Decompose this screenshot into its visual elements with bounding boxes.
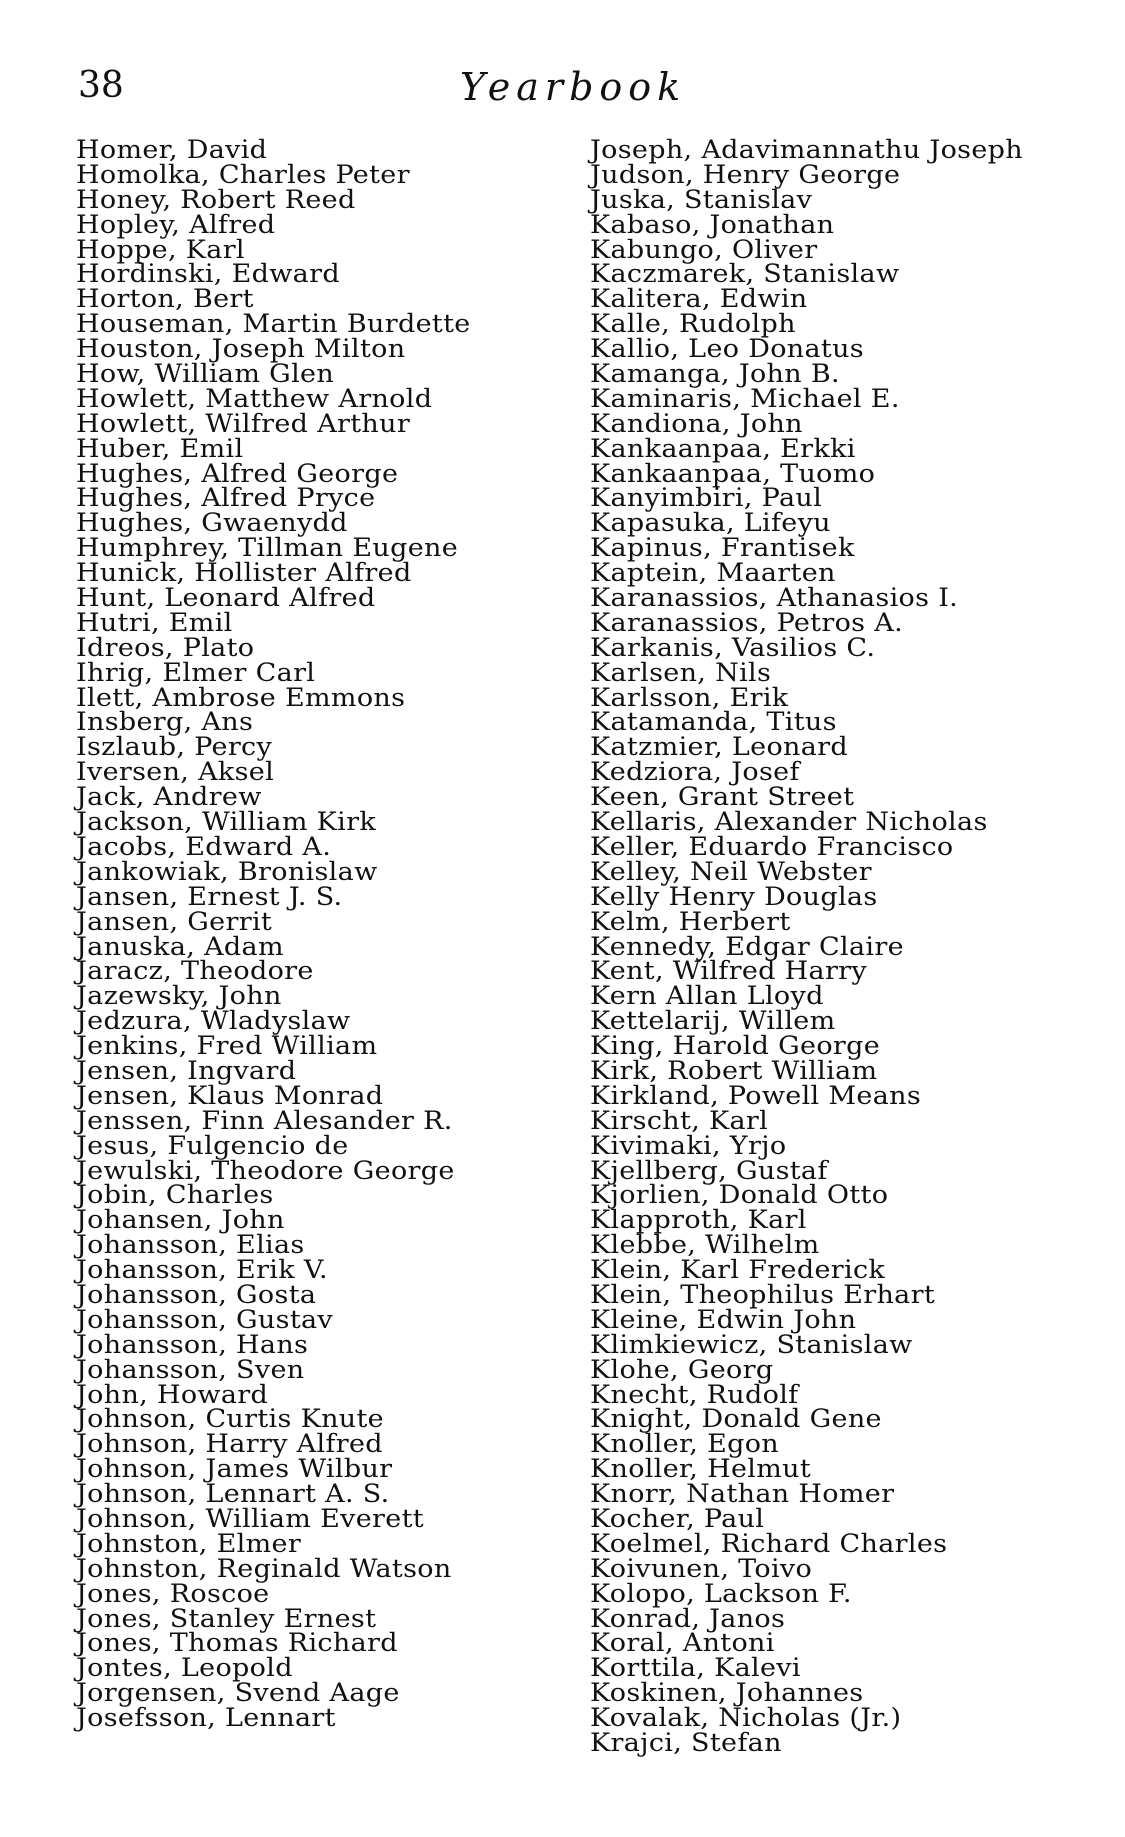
name-entry: Klein, Karl Frederick [590,1255,886,1285]
name-entry: Kalitera, Edwin [590,284,808,314]
name-entry: Kirscht, Karl [590,1105,769,1135]
name-entry: Hutri, Emil [76,607,233,637]
name-entry: Kivimaki, Yrjo [590,1130,787,1160]
name-entry: Koskinen, Johannes [590,1678,864,1708]
name-entry: Kabungo, Oliver [590,234,818,264]
name-entry: Jankowiak, Bronislaw [76,856,378,886]
name-entry: Hoppe, Karl [76,234,245,264]
name-entry: Homer, David [76,135,268,164]
name-entry: Jackson, William Kirk [76,807,377,837]
name-entry: Hughes, Alfred Pryce [76,483,376,513]
name-entry: Hopley, Alfred [76,209,276,239]
name-entry: Johansson, Gustav [76,1304,334,1334]
name-entry: Knight, Donald Gene [590,1404,882,1434]
name-entry: Kelley, Neil Webster [590,856,872,886]
name-entry: Jensen, Klaus Monrad [76,1080,384,1110]
name-entry: Jack, Andrew [76,782,262,812]
page-number: 38 [78,65,124,106]
name-entry: Hunick, Hollister Alfred [76,558,412,588]
name-entry: Johnston, Reginald Watson [76,1553,452,1583]
name-entry: Kalle, Rudolph [590,309,796,339]
name-entry: Kelm, Herbert [590,906,791,936]
name-entry: Kedziora, Josef [590,757,800,787]
name-entry: Klein, Theophilus Erhart [590,1279,936,1309]
name-entry: Kellaris, Alexander Nicholas [590,807,988,837]
name-entry: Jedzura, Wladyslaw [76,1006,351,1036]
name-entry: Kaminaris, Michael E. [590,383,900,413]
name-entry: Kapasuka, Lifeyu [590,508,831,538]
name-entry: Juska, Stanislav [590,184,813,214]
name-entry: Keen, Grant Street [590,782,855,812]
name-entry: Katzmier, Leonard [590,732,849,762]
name-entry: Johnson, James Wilbur [76,1454,393,1484]
name-entry: Korttila, Kalevi [590,1653,801,1683]
name-entry: Kleine, Edwin John [590,1304,857,1334]
name-entry: Homolka, Charles Peter [76,159,410,189]
name-entry: Kaptein, Maarten [590,558,836,588]
name-entry: Karanassios, Petros A. [590,607,903,637]
name-entry: Klimkiewicz, Stanislaw [590,1329,913,1359]
name-entry: Hughes, Gwaenydd [76,508,348,538]
name-entry: Jones, Stanley Ernest [76,1603,377,1633]
name-entry: Hunt, Leonard Alfred [76,583,376,613]
name-entry: Knoller, Egon [590,1429,780,1459]
name-entry: Iversen, Aksel [76,757,275,787]
name-entry: How, William Glen [76,359,335,389]
page-title: Yearbook [460,65,687,109]
name-entry: King, Harold George [590,1031,881,1061]
name-entry: Kirk, Robert William [590,1055,878,1085]
name-entry: Jorgensen, Svend Aage [76,1678,400,1708]
name-entry: Konrad, Janos [590,1603,786,1633]
name-entry: Katamanda, Titus [590,707,837,737]
name-entry: Jacobs, Edward A. [76,831,332,861]
name-entry: Jontes, Leopold [76,1653,293,1683]
name-entry: Joseph, Adavimannathu Joseph [590,135,1023,164]
name-entry: Johnston, Elmer [76,1528,302,1558]
name-entry: Josefsson, Lennart [76,1703,336,1733]
name-entry: Kern Allan Lloyd [590,981,824,1011]
name-entry: Jazewsky, John [76,981,282,1011]
name-entry: Jansen, Gerrit [76,906,273,936]
name-entry: Judson, Henry George [590,159,901,189]
name-entry: Kovalak, Nicholas (Jr.) [590,1703,902,1733]
left-name-column [76,135,526,1733]
name-entry: Idreos, Plato [76,632,255,662]
name-entry: Kaczmarek, Stanislaw [590,259,900,289]
name-entry: Humphrey, Tillman Eugene [76,533,459,563]
name-entry: Johansson, Gosta [76,1279,317,1309]
name-entry: Knecht, Rudolf [590,1379,799,1409]
name-entry: Karlsen, Nils [590,657,772,687]
name-entry: Ilett, Ambrose Emmons [76,682,406,712]
name-entry: Knoller, Helmut [590,1454,812,1484]
name-entry: Karanassios, Athanasios I. [590,583,959,613]
name-entry: Karkanis, Vasilios C. [590,632,876,662]
name-entry: Kennedy, Edgar Claire [590,931,904,961]
name-entry: Kapinus, Frantisek [590,533,855,563]
name-entry: Kandiona, John [590,408,803,438]
name-entry: Kjellberg, Gustaf [590,1155,828,1185]
name-entry: Koelmel, Richard Charles [590,1528,948,1558]
name-entry: Johansen, John [76,1205,285,1235]
name-entry: Kettelarij, Willem [590,1006,836,1036]
name-entry: Karlsson, Erik [590,682,789,712]
name-entry: Jansen, Ernest J. S. [76,881,343,911]
name-entry: Krajci, Stefan [590,1728,782,1757]
name-entry: Johnson, Lennart A. S. [76,1479,390,1509]
name-entry: Johnson, Curtis Knute [76,1404,384,1434]
name-entry: Johansson, Hans [76,1329,309,1359]
name-entry: Kirkland, Powell Means [590,1080,922,1110]
name-entry: Horton, Bert [76,284,254,314]
name-entry: Johnson, Harry Alfred [76,1429,383,1459]
name-entry: Jensen, Ingvard [76,1055,297,1085]
name-entry: John, Howard [76,1379,269,1409]
name-entry: Kabaso, Jonathan [590,209,835,239]
name-entry: Kocher, Paul [590,1503,765,1533]
name-entry: Howlett, Wilfred Arthur [76,408,411,438]
name-entry: Johansson, Sven [76,1354,305,1384]
name-entry: Jesus, Fulgencio de [76,1130,349,1160]
name-entry: Keller, Eduardo Francisco [590,831,954,861]
name-entry: Insberg, Ans [76,707,254,737]
name-entry: Januska, Adam [76,931,284,961]
name-entry: Hughes, Alfred George [76,458,399,488]
name-entry: Kjorlien, Donald Otto [590,1180,889,1210]
name-entry: Koral, Antoni [590,1628,775,1658]
name-entry: Kelly Henry Douglas [590,881,878,911]
name-entry: Jewulski, Theodore George [76,1155,455,1185]
name-entry: Johansson, Erik V. [76,1255,328,1285]
name-entry: Johnson, William Everett [76,1503,424,1533]
name-entry: Kamanga, John B. [590,359,840,389]
name-entry: Hordinski, Edward [76,259,340,289]
name-entry: Kankaanpaa, Erkki [590,433,856,463]
name-entry: Kolopo, Lackson F. [590,1578,852,1608]
name-entry: Kent, Wilfred Harry [590,956,868,986]
page-header [0,66,1125,116]
name-entry: Klapproth, Karl [590,1205,807,1235]
name-entry: Klohe, Georg [590,1354,774,1384]
name-entry: Houseman, Martin Burdette [76,309,471,339]
name-entry: Jenssen, Finn Alesander R. [76,1105,453,1135]
name-entry: Jones, Roscoe [76,1578,270,1608]
right-name-column [590,135,1065,1757]
name-entry: Jobin, Charles [76,1180,274,1210]
name-entry: Johansson, Elias [76,1230,305,1260]
name-entry: Kankaanpaa, Tuomo [590,458,876,488]
name-entry: Howlett, Matthew Arnold [76,383,433,413]
name-entry: Honey, Robert Reed [76,184,356,214]
name-entry: Koivunen, Toivo [590,1553,813,1583]
name-entry: Iszlaub, Percy [76,732,273,762]
name-entry: Kallio, Leo Donatus [590,334,864,364]
name-entry: Kanyimbiri, Paul [590,483,823,513]
name-entry: Jenkins, Fred William [76,1031,378,1061]
name-entry: Jaracz, Theodore [76,956,314,986]
name-entry: Ihrig, Elmer Carl [76,657,316,687]
name-entry: Huber, Emil [76,433,244,463]
name-entry: Houston, Joseph Milton [76,334,406,364]
name-entry: Knorr, Nathan Homer [590,1479,895,1509]
name-entry: Klebbe, Wilhelm [590,1230,820,1260]
name-entry: Jones, Thomas Richard [76,1628,398,1658]
